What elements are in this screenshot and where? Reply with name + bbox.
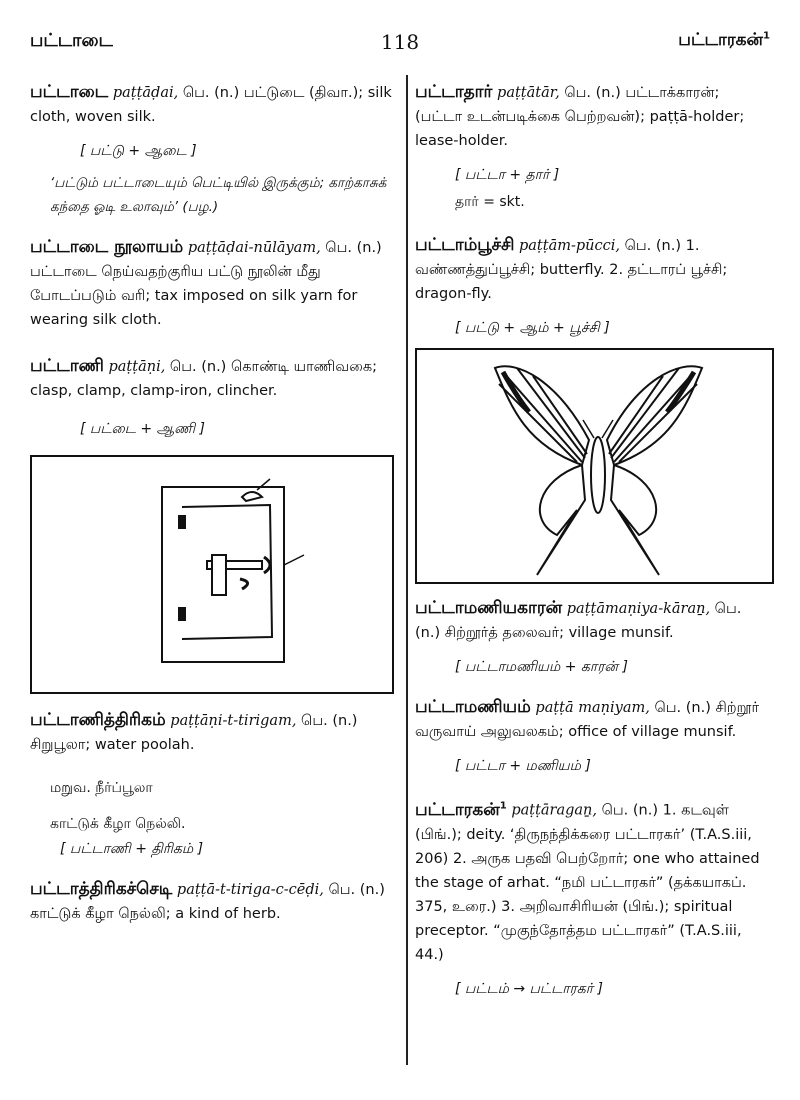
etymology: [ பட்டு + ஆம் + பூச்சி ] bbox=[455, 320, 610, 336]
etymology: [ பட்டா + மணியம் ] bbox=[455, 758, 591, 774]
entry-pattam-pucci bbox=[415, 233, 770, 306]
transliteration: paṭṭā maṇiyam, bbox=[535, 700, 650, 716]
etymology: [ பட்டை + ஆணி ] bbox=[80, 421, 205, 437]
headword: பட்டாமணியம் bbox=[415, 697, 531, 717]
headword: பட்டாமணியகாரன் bbox=[415, 598, 563, 618]
left-column bbox=[30, 80, 395, 926]
definition: பெ. (n.) கொண்டி யாணிவகை; clasp, clamp, clamp-iron, clincher. bbox=[30, 359, 378, 399]
headword: பட்டாடை நூலாயம் bbox=[30, 237, 184, 257]
clasp-illustration bbox=[30, 455, 394, 694]
etymology: [ பட்டாணி + திரிகம் ] bbox=[60, 841, 204, 857]
entry-pattani bbox=[30, 354, 395, 403]
headword: பட்டாடை bbox=[30, 82, 109, 102]
definition: பெ. (n.) சிறுபூலா; water poolah. bbox=[30, 713, 358, 753]
transliteration: paṭṭāḍai-nūlāyam, bbox=[187, 240, 321, 256]
definition: பெ. (n.) பட்டுடை (திவா.); silk cloth, woven silk. bbox=[30, 85, 392, 125]
page-number: 118 bbox=[380, 30, 420, 54]
definition: பெ. (n.) சிற்றூர்த் தலைவர்; village munsif. bbox=[415, 601, 742, 641]
definition: பெ. (n.) சிற்றூர் வருவாய் அலுவலகம்; office of village munsif. bbox=[415, 700, 760, 740]
etymology: [ பட்டம் → பட்டாரகர் ] bbox=[455, 980, 603, 997]
entry-patta-maniyam bbox=[415, 695, 770, 744]
headword: பட்டாணி bbox=[30, 356, 104, 376]
butterfly-drawing bbox=[417, 350, 772, 582]
etymology-note: தார் = skt. bbox=[455, 194, 525, 210]
entry-pattamaniya-karan bbox=[415, 596, 770, 645]
header-left-word: பட்டாடை bbox=[30, 30, 113, 51]
etymology: [ பட்டாமணியம் + காரன் ] bbox=[455, 659, 628, 675]
definition-continued: 3. அறிவாசிரியன் (பிங்.); spiritual preceptor. “முகுந்தோத்தம பட்டாரகர்” (T.A.S.iii, 44.) bbox=[415, 898, 742, 963]
etymology: [ பட்டு + ஆடை ] bbox=[80, 143, 197, 159]
proverb-quote: ‘பட்டும் பட்டாடையும் பெட்டியில் இருக்கும்; காற்காசுக் கந்தை ஓடி உலாவும்’ (பழ.) bbox=[50, 175, 387, 215]
definition: பெ. (n.) பட்டாக்காரன்; (பட்டா உடன்படிக்கை பெற்றவன்); paṭṭā-holder; lease-holder. bbox=[415, 85, 745, 149]
entry-pattat-tirigac-cedi bbox=[30, 877, 395, 926]
definition: பெ. (n.) 1. வண்ணத்துப்பூச்சி; butterfly. 2. தட்டாரப் பூச்சி; dragon-fly. bbox=[415, 238, 728, 302]
column-divider bbox=[406, 75, 408, 1065]
header-right-word bbox=[678, 30, 770, 52]
entry-pattatar bbox=[415, 80, 770, 153]
transliteration: paṭṭā-t-tiriga-c-cēḍi, bbox=[176, 882, 324, 898]
transliteration: paṭṭāḍai, bbox=[112, 85, 179, 101]
transliteration: paṭṭāmaṇiya-kāraṉ, bbox=[566, 601, 711, 617]
headword-text: பட்டாரகன் bbox=[415, 799, 500, 820]
transliteration: paṭṭām-pūcci, bbox=[519, 238, 620, 254]
transliteration: paṭṭāṇi-t-tirigam, bbox=[170, 713, 297, 729]
door-clasp-drawing bbox=[32, 457, 392, 692]
header-right-text: பட்டாரகன் bbox=[678, 30, 764, 50]
synonym-2: காட்டுக் கீழா நெல்லி. bbox=[50, 816, 186, 832]
definition: பெ. (n.) பட்டாடை நெய்வதற்குரிய பட்டு நூலின் மீது போடப்படும் வரி; tax imposed on silk yarn for wearing silk cloth. bbox=[30, 240, 382, 328]
headword: பட்டாத்திரிகச்செடி bbox=[30, 879, 173, 899]
entry-pattadai-nulayam bbox=[30, 235, 395, 332]
headword bbox=[415, 800, 507, 820]
transliteration: paṭṭātār, bbox=[497, 85, 560, 101]
headword: பட்டாம்பூச்சி bbox=[415, 235, 515, 255]
transliteration: paṭṭāragaṉ, bbox=[511, 802, 597, 819]
definition: பெ. (n.) காட்டுக் கீழா நெல்லி; a kind of herb. bbox=[30, 882, 385, 922]
page-header bbox=[0, 30, 800, 58]
butterfly-illustration bbox=[415, 348, 774, 584]
header-right-sup: 1 bbox=[763, 30, 770, 42]
entry-pattadai bbox=[30, 80, 395, 129]
right-column bbox=[415, 80, 770, 1009]
definition: பெ. (n.) 1. கடவுள் (பிங்.); deity. ‘திருநந்திக்கரை பட்டாரகர்’ (T.A.S.iii, 206) 2. அருக பதவி பெற்றோர்; one who attained the stage of arhat. “நமி பட்டாரகர்” (தக்கயாகப். 375, உரை.) bbox=[415, 802, 760, 915]
headword-sup: 1 bbox=[499, 800, 507, 811]
transliteration: paṭṭāṇi, bbox=[108, 359, 166, 375]
headword: பட்டாணித்திரிகம் bbox=[30, 710, 166, 730]
entry-pattanit-tirigam bbox=[30, 708, 395, 757]
entry-pattaragan bbox=[415, 794, 770, 967]
headword: பட்டாதார் bbox=[415, 82, 493, 102]
synonym: மறுவ. நீர்ப்பூலா bbox=[50, 780, 153, 796]
etymology: [ பட்டா + தார் ] bbox=[455, 167, 560, 183]
